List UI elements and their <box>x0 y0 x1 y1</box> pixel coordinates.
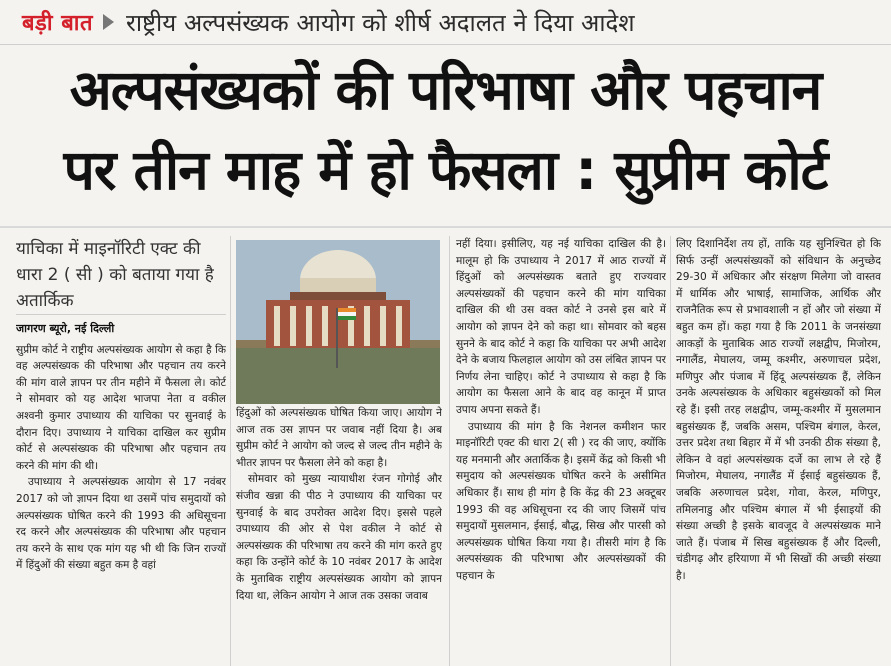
deck: याचिका में माइनॉरिटी एक्ट की धारा 2 ( सी ) को बताया गया है अतार्किक <box>16 239 214 311</box>
supreme-court-building-image <box>236 240 440 404</box>
paragraph: लिए दिशानिर्देश तय हों, ताकि यह सुनिश्चित हो कि सिर्फ उन्हीं अल्पसंख्यकों को संविधान के अनुच्छेद 29-30 में अधिकार और संरक्षण मिलेगा जो वास्तव में धार्मिक और भाषाई, सामाजिक, आर्थिक और राजनैतिक रूप से प्रभावशाली न हों और जो संख्या में बहुत कम हों। कहा गया है कि 2011 के जनसंख्या आकड़ों के मुताबिक आठ राज्यों लक्षद्वीप, मिजोरम, नगालैंड, मेघालय, जम्मू कश्मीर, अरुणाचल प्रदेश, मणिपुर और पंजाब में हिंदू अल्पसंख्यक हैं, लेकिन उनके अल्पसंख्यक के अधिकार बहुसंख्यकों को मिल रहे हैं। इसी तरह लक्षद्वीप, जम्मू-कश्मीर में मुसलमान बहुसंख्यक हैं, जबकि असम, पश्चिम बंगाल, केरल, उत्तर प्रदेश तथा बिहार में में भी उनकी ठीक संख्या है, लेकिन वे वहां अल्पसंख्यक दर्जे का लाभ ले रहे हैं मिजोरम, मेघालय, नगालैंड में ईसाई बहुसंख्यक हैं, जबकि अरुणाचल प्रदेश, गोवा, केरल, मणिपुर, तमिलनाडु और पश्चिम बंगाल में भी ईसाइयों की संख्या अच्छी है इसके बावजूद वे अल्पसंख्यक माने जाते हैं। पंजाब में सिख बहुसंख्यक हैं और दिल्ली, चंडीगढ़ और हरियाणा में भी सिखों की अच्छी संख्या है। <box>676 238 881 582</box>
kicker-bar <box>0 0 891 45</box>
column-3 <box>456 236 666 666</box>
paragraph: सुप्रीम कोर्ट ने राष्ट्रीय अल्पसंख्यक आयोग से कहा है कि वह अल्पसंख्यक की परिभाषा और पहचान तय करने की मांग वाले ज्ञापन पर तीन महीने में फैसला ले। कोर्ट ने सोमवार को यह आदेश भाजपा नेता व वकील अश्वनी कुमार उपाध्याय की याचिका पर सुनवाई के दौरान दिए। उपाध्याय ने याचिका दाखिल कर सुप्रीम कोर्ट से अल्पसंख्यक की परिभाषा और पहचान तय करने की मांग की थी। <box>16 343 226 472</box>
paragraph: नहीं दिया। इसीलिए, यह नई याचिका दाखिल की है। मालूम हो कि उपाध्याय ने 2017 में आठ राज्यों में हिंदुओं को अल्पसंख्यक बताते हुए राज्यवार अल्पसंख्यकों की पहचान करने की मांग याचिका दाखिल की थी उस वक्त कोर्ट ने उनसे इस बारे में आयोग को ज्ञापन देने को कहा था। सोमवार को बहस सुनने के बाद कोर्ट ने कहा कि याचिका पर अभी आदेश देने के बजाय फिलहाल आयोग को उस लंबित ज्ञापन पर निर्णय लेना चाहिए। कोर्ट ने उपाध्याय से कहा है कि आयोग का फैसला आने के बाद वह कानून में प्राप्त उपाय अपना सकते हैं। <box>456 238 666 416</box>
column-2 <box>236 405 442 666</box>
column-rule <box>230 236 231 666</box>
column-1 <box>16 236 226 666</box>
headline-line-1: अल्पसंख्यकों की परिभाषा और पहचान <box>69 58 822 122</box>
story-column-1 <box>16 342 226 574</box>
column-4 <box>676 236 881 666</box>
headline-line-2: पर तीन माह में हो फैसला : सुप्रीम कोर्ट <box>63 138 828 202</box>
byline: जागरण ब्यूरो, नई दिल्ली <box>16 314 226 338</box>
play-arrow-icon <box>103 14 114 30</box>
headline <box>0 50 891 210</box>
headline-divider <box>0 226 891 228</box>
paragraph: उपाध्याय ने अल्पसंख्यक आयोग से 17 नवंबर 2017 को जो ज्ञापन दिया था उसमें पांच समुदायों को अल्पसंख्यक घोषित करने की 1993 की अधिसूचना रद करने और अल्पसंख्यक की परिभाषा और पहचान तय करने के साथ एक मांग यह भी थी कि जिन राज्यों में हिंदुओं की संख्या बहुत कम है वहां <box>16 476 226 572</box>
kicker-label: बड़ी बात <box>22 11 93 36</box>
column-rule <box>670 236 671 666</box>
paragraph: सोमवार को मुख्य न्यायाधीश रंजन गोगोई और संजीव खन्ना की पीठ ने उपाध्याय की याचिका पर सुनवाई के बाद उपरोक्त आदेश दिए। इससे पहले उपाध्याय की ओर से पेश वकील ने कोर्ट से अल्पसंख्यक की परिभाषा तय करने की मांग करते हुए कहा कि उन्होंने कोर्ट के 10 नवंबर 2017 के आदेश के मुताबिक राष्ट्रीय अल्पसंख्यक आयोग को ज्ञापन दिया था, लेकिन आयोग ने आज तक उसका जवाब <box>236 473 442 602</box>
paragraph: उपाध्याय की मांग है कि नेशनल कमीशन फार माइनॉरिटी एक्ट की धारा 2( सी ) रद की जाए, क्योंकि यह मनमानी और अतार्किक है। इसमें केंद्र को किसी भी समुदाय को अल्पसंख्यक घोषित करने के असीमित अधिकार हैं। साथ ही मांग है कि केंद्र की 23 अक्टूबर 1993 की वह अधिसूचना रद की जाए जिसमें पांच समुदायों मुसलमान, ईसाई, बौद्ध, सिख और पारसी को अल्पसंख्यक घोषित किया गया है। तीसरी मांग है कि अल्पसंख्यक की परिभाषा और अल्पसंख्यकों की पहचान के <box>456 420 666 582</box>
supreme-court-photo <box>236 240 440 404</box>
paragraph: हिंदुओं को अल्पसंख्यक घोषित किया जाए। आयोग ने आज तक उस ज्ञापन पर जवाब नहीं दिया है। अब सुप्रीम कोर्ट ने आयोग को जल्द से जल्द तीन महीने के भीतर ज्ञापन पर फैसला लेने को कहा है। <box>236 407 442 469</box>
column-rule <box>449 236 450 666</box>
kicker-text: राष्ट्रीय अल्पसंख्यक आयोग को शीर्ष अदालत ने दिया आदेश <box>126 8 635 37</box>
